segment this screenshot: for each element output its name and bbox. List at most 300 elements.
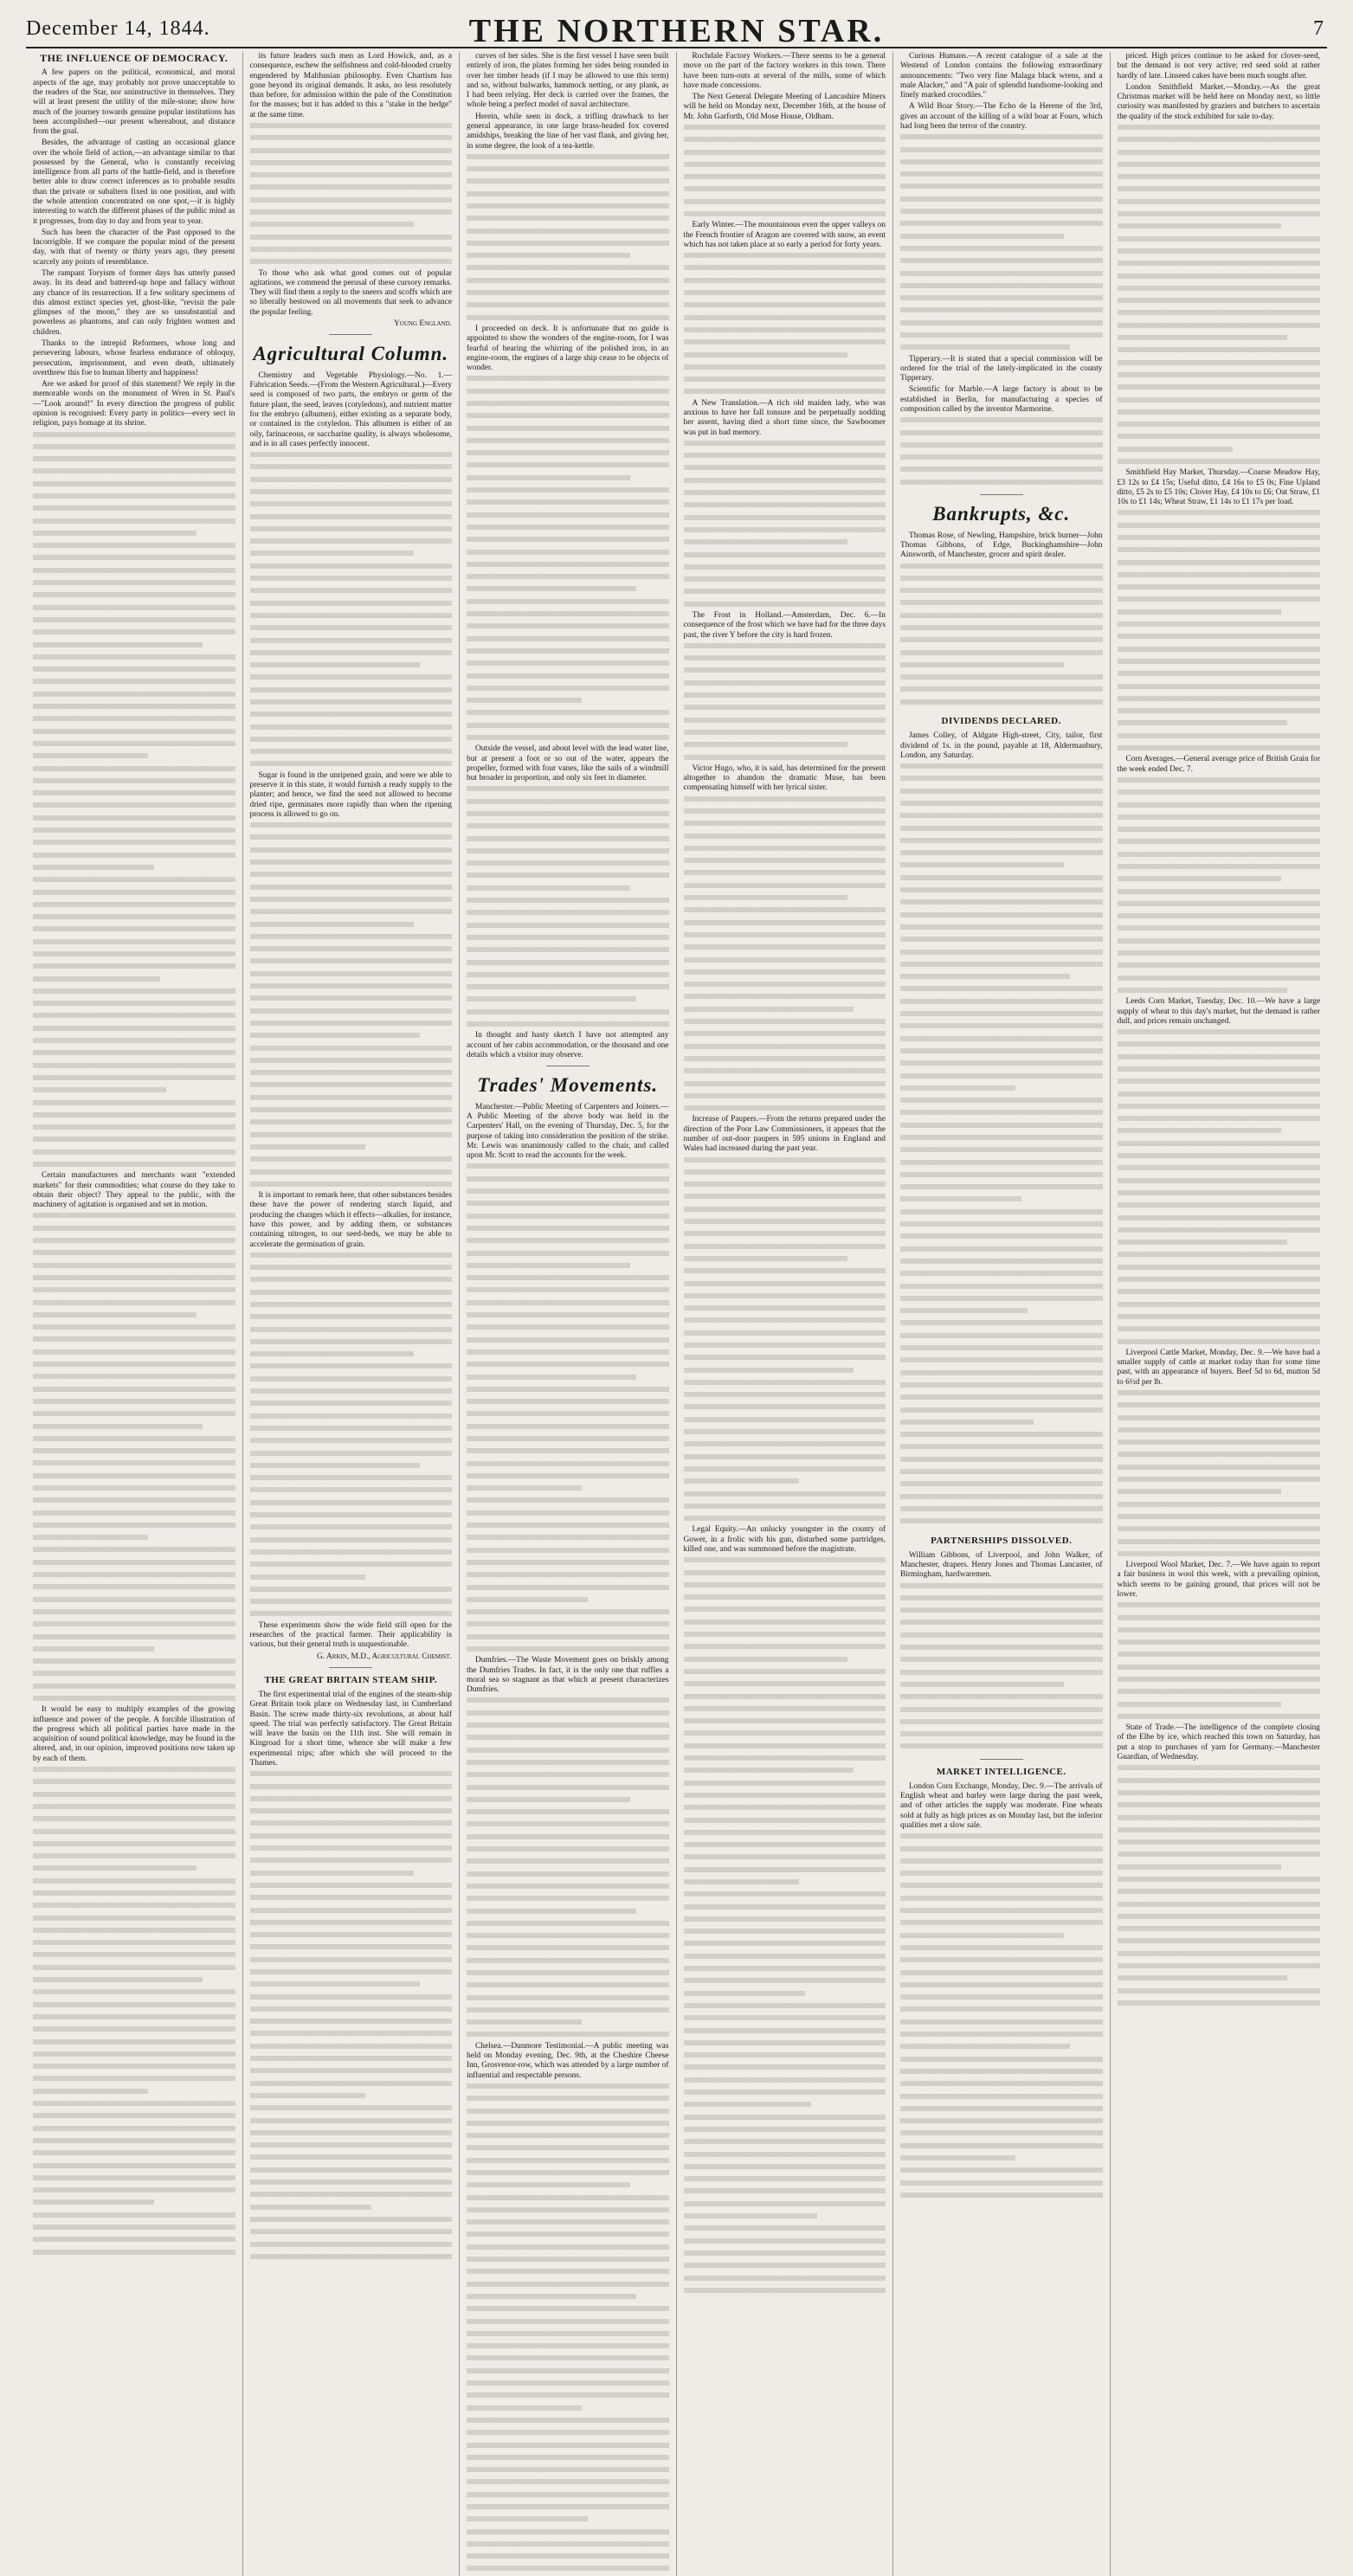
text-line xyxy=(900,345,1103,354)
text-line xyxy=(467,426,669,435)
text-line xyxy=(467,562,669,571)
text-line xyxy=(33,1349,235,1359)
issue-date: December 14, 1844. xyxy=(26,17,210,40)
text-line xyxy=(33,2199,235,2209)
text-line xyxy=(684,1694,886,1703)
text-line xyxy=(33,592,235,602)
text-line xyxy=(684,564,886,574)
text-line xyxy=(900,924,1103,934)
text-line xyxy=(900,862,1103,872)
paragraph: London Smithfield Market.—Monday.—As the great Christmas market will be held here on Monday next, so little curiosity was manifested by graziers and butchers to ascertain the quality of the stock exhibited for sale to-day. xyxy=(1117,82,1320,121)
text-line xyxy=(467,487,669,497)
text-line xyxy=(684,1929,886,1938)
text-line xyxy=(467,278,669,287)
subheading: MARKET INTELLIGENCE. xyxy=(936,1766,1066,1777)
text-line xyxy=(467,216,669,225)
text-line xyxy=(250,1883,453,1892)
text-line xyxy=(900,1481,1103,1491)
text-line xyxy=(467,475,669,485)
text-line xyxy=(467,996,669,1006)
text-line xyxy=(467,154,669,164)
text-line xyxy=(467,1324,669,1334)
text-line xyxy=(250,2217,453,2226)
text-line xyxy=(467,315,669,325)
text-line xyxy=(684,1105,886,1115)
text-line xyxy=(900,813,1103,822)
text-line xyxy=(900,307,1103,317)
text-line xyxy=(684,1755,886,1765)
text-line xyxy=(467,1970,669,1980)
text-line xyxy=(250,514,453,524)
text-line xyxy=(684,1854,886,1864)
text-line xyxy=(900,1123,1103,1132)
text-line xyxy=(467,2007,669,2017)
text-line xyxy=(467,537,669,546)
paragraph: I proceeded on deck. It is unfortunate that no guide is appointed to show the wonders of the engine-room, for I was fearful of hearing the whirring of the polished iron, in an engine-room, the engines of a large ship cease to be objects of wonder. xyxy=(467,324,669,373)
paragraph: State of Trade.—The intelligence of the complete closing of the Elbe by ice, which reached this town on Saturday, has put a stop to purchases of yarn for Germany.—Manchester Guardian, of Wednesday. xyxy=(1117,1723,1320,1762)
text-line xyxy=(33,1087,235,1097)
text-line xyxy=(33,1916,235,1925)
text-line xyxy=(250,662,453,672)
text-line xyxy=(684,1429,886,1439)
text-line xyxy=(684,834,886,843)
text-line xyxy=(1118,1514,1321,1523)
text-line xyxy=(900,1743,1103,1753)
text-line xyxy=(250,1562,453,1571)
text-line xyxy=(33,1263,235,1272)
text-line xyxy=(33,2225,235,2234)
text-line xyxy=(900,1494,1103,1504)
text-line xyxy=(1118,1104,1321,1113)
text-line xyxy=(467,910,669,919)
text-line xyxy=(467,1609,669,1619)
text-line xyxy=(684,1305,886,1315)
text-line xyxy=(900,1731,1103,1741)
text-line xyxy=(467,1871,669,1881)
text-line xyxy=(250,847,453,857)
text-line xyxy=(467,1387,669,1396)
text-line xyxy=(1118,696,1321,705)
text-line xyxy=(467,1945,669,1955)
text-line xyxy=(684,1818,886,1827)
text-line xyxy=(1118,1452,1321,1461)
text-line xyxy=(1118,434,1321,443)
text-line xyxy=(900,699,1103,709)
text-line xyxy=(33,654,235,664)
text-line xyxy=(1118,1041,1321,1051)
text-line xyxy=(33,1853,235,1863)
text-line xyxy=(33,1362,235,1371)
text-line xyxy=(684,1743,886,1753)
text-line xyxy=(684,667,886,677)
text-line xyxy=(684,278,886,287)
text-line xyxy=(250,2229,453,2238)
text-line xyxy=(467,2529,669,2539)
text-line xyxy=(33,951,235,961)
text-line xyxy=(250,477,453,486)
text-line xyxy=(900,196,1103,206)
text-line xyxy=(1118,852,1321,861)
text-line xyxy=(1118,827,1321,836)
text-line xyxy=(684,1491,886,1501)
text-line xyxy=(684,2127,886,2136)
text-line xyxy=(900,295,1103,305)
text-line xyxy=(33,2076,235,2085)
text-line xyxy=(1118,1252,1321,1261)
text-line xyxy=(1118,1975,1321,1985)
text-line xyxy=(900,625,1103,634)
text-line xyxy=(467,1535,669,1544)
column-4 xyxy=(677,52,894,2576)
paragraph: Outside the vessel, and about level with the lead water line, but at present a foot or so out of the water, appears the propeller, formed with four vanes, like the sails of a windmill but broader in proportion, and only six feet in diameter. xyxy=(467,744,669,783)
section-title: Bankrupts, &c. xyxy=(932,503,1071,525)
text-line xyxy=(467,1312,669,1322)
text-line xyxy=(900,789,1103,798)
paragraph: A New Translation.—A rich old maiden lady, who was anxious to have her fall tonsure and be perpetually nodding her assent, having died a short time since, the Sawboomer was put in bad memory. xyxy=(683,398,886,437)
text-line xyxy=(467,2405,669,2415)
text-line xyxy=(900,1469,1103,1478)
text-line xyxy=(250,834,453,844)
text-line xyxy=(250,1845,453,1855)
column-6 xyxy=(1111,52,1328,2576)
text-line xyxy=(33,1374,235,1383)
text-line xyxy=(684,994,886,1003)
text-line xyxy=(250,2019,453,2028)
text-line xyxy=(900,1308,1103,1317)
text-line xyxy=(33,729,235,738)
text-line xyxy=(900,1945,1103,1955)
text-line xyxy=(467,1995,669,2005)
text-line xyxy=(900,417,1103,427)
text-line xyxy=(1118,1914,1321,1923)
text-line xyxy=(33,1572,235,1581)
text-line xyxy=(684,1478,886,1488)
text-line xyxy=(250,2130,453,2140)
text-line xyxy=(684,680,886,690)
text-line xyxy=(467,960,669,969)
paragraph: Thomas Rose, of Newling, Hampshire, brick burner—John Thomas Gibbons, of Edge, Buckinghamshire—John Ainsworth, of Manchester, grocer and spirit dealer. xyxy=(900,531,1103,560)
text-line xyxy=(33,1075,235,1085)
text-line xyxy=(684,1669,886,1678)
text-line xyxy=(684,2276,886,2285)
text-line xyxy=(33,716,235,725)
paragraph: its future leaders such men as Lord Howick, and, as a consequence, eschew the selfishness and cold-blooded cruelty engendered by Malthusian philosophy. Even Chartism has gone beyond its original demands. It asks, no less resolutely than before, for admission within the pale of the Constitution for the masses; but it has added to this a "stake in the hedge" at the same time. xyxy=(249,52,452,119)
text-line xyxy=(250,588,453,597)
text-line xyxy=(900,1583,1103,1593)
text-line xyxy=(467,1772,669,1781)
text-line xyxy=(1118,1702,1321,1711)
text-line xyxy=(250,860,453,869)
text-line xyxy=(684,1244,886,1253)
text-line xyxy=(684,1991,886,2000)
text-line xyxy=(900,2044,1103,2053)
text-line xyxy=(250,2044,453,2053)
text-line xyxy=(684,1966,886,1975)
paragraph: Dumfries.—The Waste Movement goes on briskly among the Dumfries Trades. In fact, it is the only one that ruffles a moral sea so stagnant as that which at present characterizes Dumfries. xyxy=(467,1656,669,1695)
text-line xyxy=(467,1760,669,1769)
text-line xyxy=(900,1707,1103,1716)
text-line xyxy=(900,1407,1103,1417)
text-line xyxy=(684,1293,886,1303)
text-line xyxy=(33,2150,235,2160)
text-line xyxy=(250,2093,453,2103)
text-line xyxy=(684,1093,886,1103)
paragraph: Are we asked for proof of this statement? We reply in the memorable words on the monument of Wren in St. Paul's—"Look around!" In every direction the progress of public opinion is recognised: Every party in politics—every sect in religion, pays homage at its shrine. xyxy=(33,380,235,428)
text-line xyxy=(900,1284,1103,1293)
text-line xyxy=(467,1275,669,1285)
text-line xyxy=(33,1597,235,1607)
text-line xyxy=(33,914,235,924)
text-line xyxy=(684,539,886,549)
text-line xyxy=(250,1182,453,1191)
text-line xyxy=(900,1518,1103,1528)
paragraph: Scientific for Marble.—A large factory is about to be established in Berlin, for manufacturing a species of composition called by the inventor Marmorine. xyxy=(900,385,1103,414)
text-line xyxy=(467,1560,669,1569)
text-line xyxy=(467,1461,669,1471)
text-line xyxy=(250,1981,453,1991)
text-line xyxy=(900,1184,1103,1194)
text-line xyxy=(33,2187,235,2197)
text-line xyxy=(467,1634,669,1644)
text-line xyxy=(250,1994,453,2004)
text-line xyxy=(684,1582,886,1592)
text-line xyxy=(467,2430,669,2439)
text-line xyxy=(33,1671,235,1680)
text-line xyxy=(33,605,235,615)
text-line xyxy=(250,638,453,647)
text-line xyxy=(900,271,1103,280)
text-line xyxy=(250,1156,453,1166)
text-line xyxy=(33,468,235,478)
text-line xyxy=(684,2115,886,2124)
paragraph: Curious Humans.—A recent catalogue of a sale at the Westend of London contains the following extraordinary announcements: "Two very fine Malaga black wrens, and a male Alacker," and "A pair of splendid handsome-looking and finely marked crocodiles." xyxy=(900,52,1103,100)
text-line xyxy=(1118,186,1321,196)
text-line xyxy=(467,972,669,982)
text-line xyxy=(900,1048,1103,1058)
text-line xyxy=(900,320,1103,330)
text-filler xyxy=(684,441,886,611)
text-line xyxy=(684,1231,886,1240)
text-line xyxy=(467,686,669,695)
paragraph: Such has been the character of the Past opposed to the Incorrigible. If we compare the popular mind of the present day, with that of twenty or thirty years ago, they present scarcely any points of resemblance. xyxy=(33,228,235,267)
text-line xyxy=(467,1621,669,1631)
text-line xyxy=(900,209,1103,218)
text-line xyxy=(467,823,669,833)
text-filler xyxy=(900,417,1103,489)
text-line xyxy=(900,1085,1103,1095)
text-line xyxy=(250,1414,453,1423)
paragraph: Rochdale Factory Workers.—There seems to be a general move on the part of the factory workers in this town. There have been turn-outs at several of the mills, some of which have made concessions. xyxy=(683,52,886,90)
text-line xyxy=(684,1607,886,1616)
text-line xyxy=(250,160,453,170)
text-line xyxy=(250,172,453,182)
text-line xyxy=(33,1497,235,1507)
text-line xyxy=(250,1871,453,1880)
text-line xyxy=(467,673,669,683)
text-line xyxy=(684,2188,886,2198)
text-line xyxy=(33,2138,235,2148)
text-line xyxy=(467,723,669,732)
text-line xyxy=(467,2294,669,2303)
text-line xyxy=(250,613,453,622)
paragraph: Manchester.—Public Meeting of Carpenters and Joiners.—A Public Meeting of the above body was held in the Carpenters' Hall, on the evening of Thursday, Dec. 5, for the purpose of taking into consideration the position of the strike. Mr. Lewis was unanimously called to the chair, and called upon Mr. Scott to read the accounts for the week. xyxy=(467,1102,669,1161)
text-line xyxy=(33,1287,235,1297)
text-line xyxy=(250,2068,453,2077)
paragraph: William Gibbons, of Liverpool, and John Walker, of Manchester, drapers. Henry Jones and Thomas Lancaster, of Birmingham, hardwaremen. xyxy=(900,1550,1103,1580)
text-line xyxy=(250,1796,453,1806)
text-line xyxy=(467,2231,669,2241)
text-line xyxy=(250,909,453,918)
text-line xyxy=(250,687,453,697)
text-line xyxy=(33,2175,235,2185)
text-filler xyxy=(467,154,669,325)
text-line xyxy=(467,229,669,238)
text-line xyxy=(250,737,453,746)
text-line xyxy=(1118,1265,1321,1274)
text-line xyxy=(250,1426,453,1435)
text-line xyxy=(33,1250,235,1259)
text-line xyxy=(1118,572,1321,582)
text-line xyxy=(684,1330,886,1340)
text-line xyxy=(900,1896,1103,1905)
text-line xyxy=(684,1081,886,1091)
text-filler xyxy=(250,1253,453,1621)
text-line xyxy=(1118,523,1321,532)
text-line xyxy=(467,1846,669,1856)
text-line xyxy=(684,253,886,262)
text-line xyxy=(467,413,669,422)
text-line xyxy=(467,2145,669,2154)
paragraph: These experiments show the wide field still open for the researches of the practical farmer. Their applicability is various, but their general truth is unquestionable. xyxy=(249,1620,452,1650)
text-line xyxy=(684,742,886,751)
text-line xyxy=(250,946,453,956)
text-line xyxy=(33,1100,235,1110)
text-line xyxy=(467,898,669,907)
paragraph: Liverpool Wool Market, Dec. 7.—We have again to report a fair business in wool this week, with a prevailing opinion, which seems to be gaining ground, that prices will not be lower. xyxy=(1117,1561,1320,1599)
text-line xyxy=(467,2219,669,2229)
text-line xyxy=(467,1958,669,1967)
text-line xyxy=(33,580,235,589)
text-line xyxy=(1118,1864,1321,1874)
text-line xyxy=(467,1510,669,1520)
text-line xyxy=(467,1909,669,1918)
text-filler xyxy=(684,253,886,399)
text-line xyxy=(33,840,235,849)
text-line xyxy=(1118,733,1321,743)
text-line xyxy=(1118,1054,1321,1064)
text-line xyxy=(467,2380,669,2390)
text-line xyxy=(1118,1390,1321,1400)
subheading: THE GREAT BRITAIN STEAM SHIP. xyxy=(264,1674,438,1685)
text-line xyxy=(33,1547,235,1556)
text-filler xyxy=(33,1213,235,1705)
text-line xyxy=(250,650,453,660)
text-line xyxy=(1118,1415,1321,1425)
text-line xyxy=(684,199,886,209)
text-line xyxy=(900,2069,1103,2078)
text-line xyxy=(250,247,453,256)
columns xyxy=(26,52,1327,2080)
text-line xyxy=(250,1132,453,1142)
text-line xyxy=(467,1251,669,1260)
text-line xyxy=(467,1548,669,1557)
text-line xyxy=(900,838,1103,847)
text-line xyxy=(684,2288,886,2297)
text-line xyxy=(467,2121,669,2130)
text-line xyxy=(467,1473,669,1483)
text-line xyxy=(250,1302,453,1311)
text-line xyxy=(684,2077,886,2087)
text-line xyxy=(684,2263,886,2272)
text-line xyxy=(1118,1141,1321,1150)
text-line xyxy=(900,686,1103,696)
text-line xyxy=(250,2167,453,2177)
text-filler xyxy=(1118,1029,1321,1349)
text-line xyxy=(250,885,453,894)
text-line xyxy=(467,1176,669,1186)
text-line xyxy=(900,246,1103,255)
text-line xyxy=(900,332,1103,342)
text-line xyxy=(684,1182,886,1191)
text-line xyxy=(33,1238,235,1247)
text-line xyxy=(900,1060,1103,1070)
paragraph: In thought and hasty sketch I have not attempted any account of her cabin accommodation, or the thousand and one details which a visitor may observe. xyxy=(467,1031,669,1059)
text-line xyxy=(467,253,669,262)
subheading: DIVIDENDS DECLARED. xyxy=(941,716,1061,727)
text-line xyxy=(1118,1227,1321,1237)
text-line xyxy=(900,1333,1103,1343)
text-line xyxy=(900,1394,1103,1404)
text-line xyxy=(250,1969,453,1979)
paragraph: Corn Averages.—General average price of British Grain for the week ended Dec. 7. xyxy=(1117,755,1320,774)
text-line xyxy=(467,1009,669,1019)
text-line xyxy=(684,490,886,499)
text-line xyxy=(33,1473,235,1483)
text-line xyxy=(1118,1802,1321,1812)
text-line xyxy=(33,2039,235,2049)
text-line xyxy=(250,526,453,536)
text-line xyxy=(900,454,1103,464)
text-line xyxy=(33,1510,235,1520)
text-line xyxy=(1118,248,1321,258)
text-line xyxy=(467,290,669,299)
text-line xyxy=(1118,596,1321,606)
text-line xyxy=(33,1989,235,1999)
text-line xyxy=(900,258,1103,267)
text-line xyxy=(684,389,886,398)
text-line xyxy=(250,1487,453,1497)
text-line xyxy=(900,850,1103,860)
text-line xyxy=(1118,1877,1321,1886)
text-line xyxy=(1118,925,1321,935)
text-line xyxy=(900,2130,1103,2140)
text-line xyxy=(250,538,453,548)
text-line xyxy=(33,1112,235,1122)
text-line xyxy=(467,2019,669,2029)
text-line xyxy=(250,601,453,610)
text-line xyxy=(1118,211,1321,221)
text-line xyxy=(467,1238,669,1247)
text-line xyxy=(900,1994,1103,2004)
text-line xyxy=(684,576,886,586)
text-line xyxy=(33,1050,235,1059)
signature: Young England. xyxy=(394,319,452,328)
text-line xyxy=(684,1317,886,1327)
paragraph: Herein, while seen in dock, a trifling drawback to her general appearance, in one large brass-headed fox covered amidships, breaking the line of her vast flank, and giving her, in some degree, the look of a tea-kettle. xyxy=(467,112,669,151)
text-line xyxy=(900,986,1103,995)
text-line xyxy=(33,2163,235,2173)
text-line xyxy=(250,2118,453,2128)
